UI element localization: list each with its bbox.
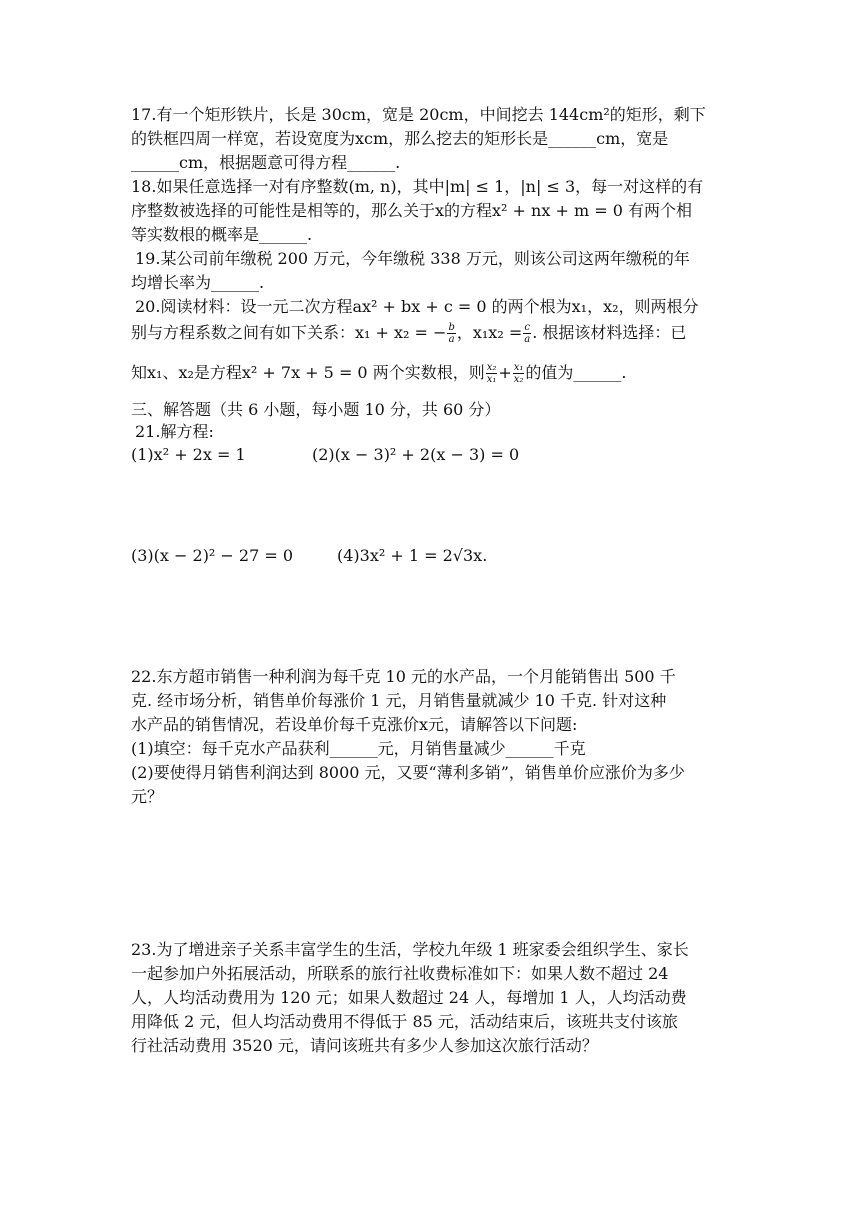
q23-line5: 行社活动费用 3520 元，请问该班共有多少人参加这次旅行活动？ <box>131 1036 598 1055</box>
q22-line6: 元？ <box>131 787 164 806</box>
q20-line3 <box>131 362 627 385</box>
q21-title: 21.解方程: <box>135 422 214 441</box>
q20-line3-text-b: 的值为______. <box>525 363 627 382</box>
q23-line2: 一起参加户外拓展活动，所联系的旅行社收费标准如下：如果人数不超过 24 <box>131 964 669 983</box>
plus-sign: + <box>498 363 512 382</box>
q20-line2 <box>131 322 686 345</box>
q22-line5: (2)要使得月销售利润达到 8000 元，又要“薄利多销”，销售单价应涨价为多少 <box>131 763 685 782</box>
fraction-c-over-a: $\frac{c}{a}$ <box>524 322 531 345</box>
q17-line3: ______cm，根据题意可得方程______. <box>131 153 401 172</box>
q23-line1: 23.为了增进亲子关系丰富学生的生活，学校九年级 1 班家委会组织学生、家长 <box>131 940 689 959</box>
q17-line2: 的铁框四周一样宽，若设宽度为xcm，那么挖去的矩形长是______cm，宽是 <box>131 129 669 148</box>
q22-line1: 22.东方超市销售一种利润为每千克 10 元的水产品，一个月能销售出 500 千 <box>131 667 676 686</box>
q19-line2: 均增长率为______. <box>131 273 265 292</box>
q20-line1: 20.阅读材料：设一元二次方程ax² + bx + c = 0 的两个根为x₁，x₂，则两根分 <box>135 297 699 316</box>
q22-line4: (1)填空：每千克水产品获利______元，月销售量减少______千克 <box>131 739 586 758</box>
q21-equation-3: (3)(x − 2)² − 27 = 0 <box>131 546 294 565</box>
q23-line3: 人，人均活动费用为 120 元；如果人数超过 24 人，每增加 1 人，人均活动费 <box>131 988 687 1007</box>
q18-line1: 18.如果任意选择一对有序整数(m, n)，其中|m| ≤ 1，|n| ≤ 3，每一对这样的有 <box>131 177 704 196</box>
q22-line3: 水产品的销售情况，若设单价每千克涨价x元，请解答以下问题: <box>131 715 578 734</box>
fraction-b-over-a: $\frac{b}{a}$ <box>448 322 455 345</box>
section-heading: 三、解答题（共 6 小题，每小题 10 分，共 60 分） <box>131 400 501 419</box>
q22-line2: 克. 经市场分析，销售单价每涨价 1 元，月销售量就减少 10 千克. 针对这种 <box>131 691 667 710</box>
q21-equation-2: (2)(x − 3)² + 2(x − 3) = 0 <box>312 445 520 464</box>
q21-equation-1: (1)x² + 2x = 1 <box>131 445 246 464</box>
fraction-x1-over-x2: $\frac{\text{x₁}}{\text{x₂}}$ <box>513 362 524 385</box>
q21-equation-4: (4)3x² + 1 = 2√3x. <box>337 546 488 565</box>
q20-line2-text-a: 别与方程系数之间有如下关系：x₁ + x₂ = − <box>131 323 447 342</box>
q18-line3: 等实数根的概率是______. <box>131 225 313 244</box>
q23-line4: 用降低 2 元，但人均活动费用不得低于 85 元，活动结束后，该班共支付该旅 <box>131 1012 678 1031</box>
fraction-x2-over-x1: $\frac{\text{x₂}}{\text{x₁}}$ <box>486 362 497 385</box>
q20-line3-text-a: 知x₁、x₂是方程x² + 7x + 5 = 0 两个实数根，则 <box>131 363 485 382</box>
q20-line2-text-b: ，x₁x₂ = <box>456 323 523 342</box>
q18-line2: 序整数被选择的可能性是相等的，那么关于x的方程x² + nx + m = 0 有两个相 <box>131 201 692 220</box>
q17-line1: 17.有一个矩形铁片，长是 30cm，宽是 20cm，中间挖去 144cm²的矩形，剩下 <box>131 105 706 124</box>
q19-line1: 19.某公司前年缴税 200 万元，今年缴税 338 万元，则该公司这两年缴税的年 <box>135 249 690 268</box>
q20-line2-text-c: . 根据该材料选择：已 <box>532 323 687 342</box>
